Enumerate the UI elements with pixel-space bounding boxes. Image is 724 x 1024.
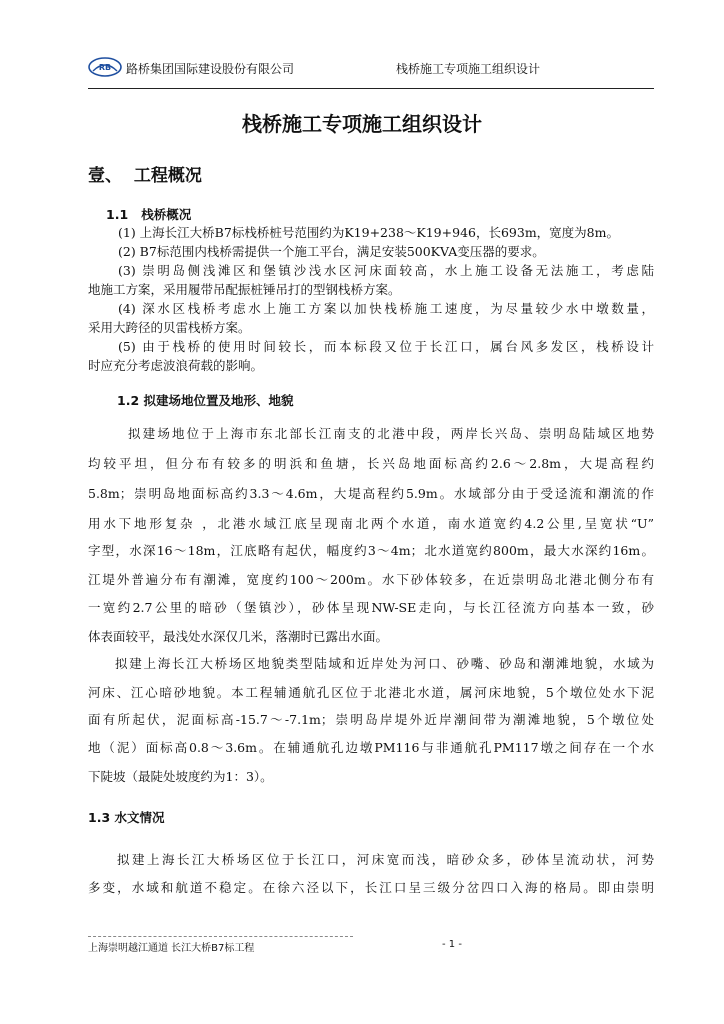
paragraph-line: 用水下地形复杂 ，北港水域江底呈现南北两个水道，南水道宽约4.2公里,呈宽状“U” — [88, 516, 654, 531]
paragraph-line: 均较平坦，但分布有较多的明浜和鱼塘，长兴岛地面标高约2.6～2.8m，大堤高程约 — [88, 456, 654, 471]
subsection-heading-1-1: 1.1 栈桥概况 — [106, 207, 192, 222]
paragraph-line: (3) 崇明岛侧浅滩区和堡镇沙浅水区河床面较高，水上施工设备无法施工，考虑陆 — [118, 263, 654, 278]
paragraph-line: 字型，水深16～18m，江底略有起伏，幅度约3～4m；北水道宽约800m，最大水深约16m。 — [88, 543, 654, 558]
paragraph-line: 下陡坡（最陡处坡度约为1：3）。 — [88, 769, 273, 784]
paragraph-line: 一宽约2.7公里的暗砂（堡镇沙），砂体呈现NW-SE走向，与长江径流方向基本一致，砂 — [88, 600, 654, 615]
paragraph-line: 5.8m；崇明岛地面标高约3.3～4.6m，大堤高程约5.9m。水域部分由于受迳流和潮流的作 — [88, 486, 654, 501]
paragraph-line: 江堤外普遍分布有潮滩，宽度约100～200m。水下砂体较多，在近崇明岛北港北侧分布有 — [88, 572, 654, 587]
paragraph-line: 多变，水域和航道不稳定。在徐六泾以下，长江口呈三级分岔四口入海的格局。即由崇明 — [88, 880, 654, 895]
paragraph-line: (1) 上海长江大桥B7标栈桥桩号范围约为K19+238～K19+946，长693m，宽度为8m。 — [118, 225, 619, 240]
company-name: 路桥集团国际建设股份有限公司 — [126, 62, 295, 76]
footer-divider — [88, 936, 353, 937]
paragraph-line: (5) 由于栈桥的使用时间较长，而本标段又位于长江口，属台风多发区，栈桥设计 — [118, 339, 654, 354]
section-heading: 壹、 工程概况 — [88, 166, 202, 186]
footer-project-name: 上海崇明越江通道 长江大桥B7标工程 — [88, 943, 255, 954]
company-logo — [88, 56, 122, 78]
page-title: 栈桥施工专项施工组织设计 — [242, 112, 482, 136]
paragraph-line: 拟建上海长江大桥场区位于长江口，河床宽而浅，暗砂众多，砂体呈流动状，河势 — [117, 852, 654, 867]
paragraph-line: 面有所起伏，泥面标高-15.7～-7.1m；崇明岛岸堤外近岸潮间带为潮滩地貌，5个墩位处 — [88, 712, 654, 727]
paragraph-line: 河床、江心暗砂地貌。本工程辅通航孔区位于北港北水道，属河床地貌，5个墩位处水下泥 — [88, 685, 654, 700]
subsection-heading-1-3: 1.3 水文情况 — [88, 810, 165, 825]
paragraph-line: 拟建上海长江大桥场区地貌类型陆域和近岸处为河口、砂嘴、砂岛和潮滩地貌，水域为 — [115, 656, 654, 671]
paragraph-line: 时应充分考虑波浪荷载的影响。 — [88, 358, 264, 373]
header-divider — [88, 88, 654, 89]
subsection-heading-1-2: 1.2 拟建场地位置及地形、地貌 — [117, 393, 294, 408]
paragraph-line: 地（泥）面标高0.8～3.6m。在辅通航孔边墩PM116与非通航孔PM117墩之间存在一个水 — [88, 740, 654, 755]
paragraph-line: 采用大跨径的贝雷栈桥方案。 — [88, 320, 251, 335]
paragraph-line: 拟建场地位于上海市东北部长江南支的北港中段，两岸长兴岛、崇明岛陆域区地势 — [128, 426, 654, 441]
header-title: 栈桥施工专项施工组织设计 — [396, 62, 541, 76]
page-header — [88, 56, 654, 80]
paragraph-line: (2) B7标范围内栈桥需提供一个施工平台，满足安装500KVA变压器的要求。 — [118, 244, 545, 259]
paragraph-line: 地施工方案，采用履带吊配振桩锤吊打的型钢栈桥方案。 — [88, 282, 401, 297]
logo-text: RB — [98, 63, 112, 72]
paragraph-line: (4) 深水区栈桥考虑水上施工方案以加快栈桥施工速度，为尽量较少水中墩数量， — [118, 301, 654, 316]
page-number: - 1 - — [442, 939, 462, 950]
paragraph-line: 体表面较平，最浅处水深仅几米，落潮时已露出水面。 — [88, 629, 389, 644]
